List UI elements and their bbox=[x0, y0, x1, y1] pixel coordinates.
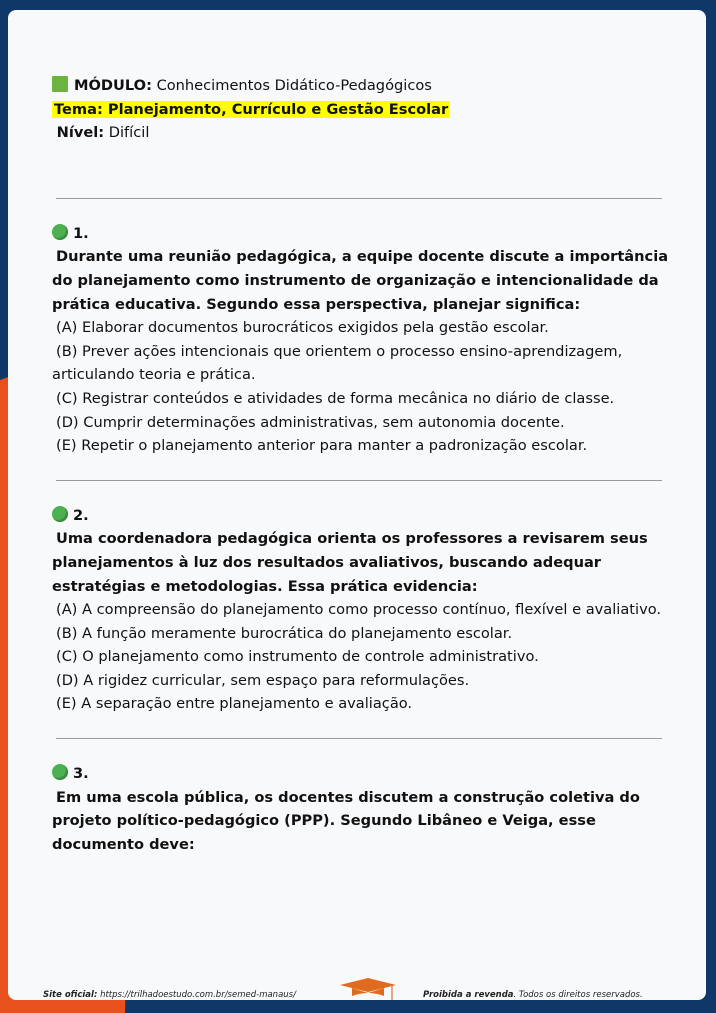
answer-option[interactable]: (A) Elaborar documentos burocráticos exigidos pela gestão escolar. bbox=[56, 319, 549, 337]
site-link[interactable]: https://trilhadoestudo.com.br/semed-manaus/ bbox=[100, 990, 296, 1000]
green-circle-icon bbox=[52, 506, 68, 522]
answer-option[interactable]: (C) O planejamento como instrumento de controle administrativo. bbox=[56, 648, 539, 666]
question-text: Durante uma reunião pedagógica, a equipe docente discute a importância do planejamento como instrumento de organização e intencionalidade da prática educativa. Segundo essa perspectiva, planejar significa: bbox=[52, 248, 669, 313]
rights-text: . Todos os direitos reservados. bbox=[513, 990, 643, 1000]
question-number: 3. bbox=[73, 765, 89, 783]
answer-option[interactable]: (D) Cumprir determinações administrativas, sem autonomia docente. bbox=[56, 413, 565, 431]
answer-option[interactable]: (D) A rigidez curricular, sem espaço para reformulações. bbox=[56, 671, 470, 689]
site-label: Site oficial: bbox=[43, 990, 98, 1000]
nivel-label: Nível: bbox=[56, 124, 105, 142]
question-text: Uma coordenadora pedagógica orienta os professores a revisarem seus planejamentos à luz dos resultados avaliativos, buscando adequar estratégias e metodologias. Essa prática evidencia: bbox=[52, 530, 648, 595]
document-content bbox=[52, 74, 672, 856]
answer-option[interactable]: (B) A função meramente burocrática do planejamento escolar. bbox=[56, 624, 513, 642]
green-square-icon bbox=[52, 76, 68, 92]
answer-option[interactable]: (C) Registrar conteúdos e atividades de forma mecânica no diário de classe. bbox=[56, 389, 615, 407]
answer-option[interactable]: (B) Prever ações intencionais que orientem o processo ensino-aprendizagem, articulando teoria e prática. bbox=[52, 342, 623, 384]
answer-option[interactable]: (E) A separação entre planejamento e avaliação. bbox=[56, 695, 413, 713]
question-3 bbox=[52, 762, 672, 856]
module-label: MÓDULO: bbox=[74, 77, 152, 94]
answer-option[interactable]: (E) Repetir o planejamento anterior para manter a padronização escolar. bbox=[56, 437, 588, 455]
answer-option[interactable]: (A) A compreensão do planejamento como processo contínuo, flexível e avaliativo. bbox=[56, 601, 662, 619]
module-header bbox=[52, 74, 672, 145]
module-value: Conhecimentos Didático-Pedagógicos bbox=[156, 77, 432, 94]
question-text: Em uma escola pública, os docentes discutem a construção coletiva do projeto político-pedagógico (PPP). Segundo Libâneo e Veiga, esse documento deve: bbox=[52, 788, 640, 853]
question-number: 2. bbox=[73, 506, 89, 524]
nivel-value: Difícil bbox=[108, 124, 150, 142]
green-circle-icon bbox=[52, 224, 68, 240]
green-circle-icon bbox=[52, 764, 68, 780]
question-1 bbox=[52, 222, 672, 458]
rights-bold: Proibida a revenda bbox=[423, 990, 514, 1000]
question-2 bbox=[52, 504, 672, 716]
divider bbox=[56, 480, 662, 481]
tema-highlight: Tema: Planejamento, Currículo e Gestão Escolar bbox=[54, 100, 449, 118]
divider bbox=[56, 738, 662, 739]
question-number: 1. bbox=[73, 224, 89, 242]
divider bbox=[56, 198, 662, 199]
graduation-cap-icon bbox=[340, 978, 396, 1004]
